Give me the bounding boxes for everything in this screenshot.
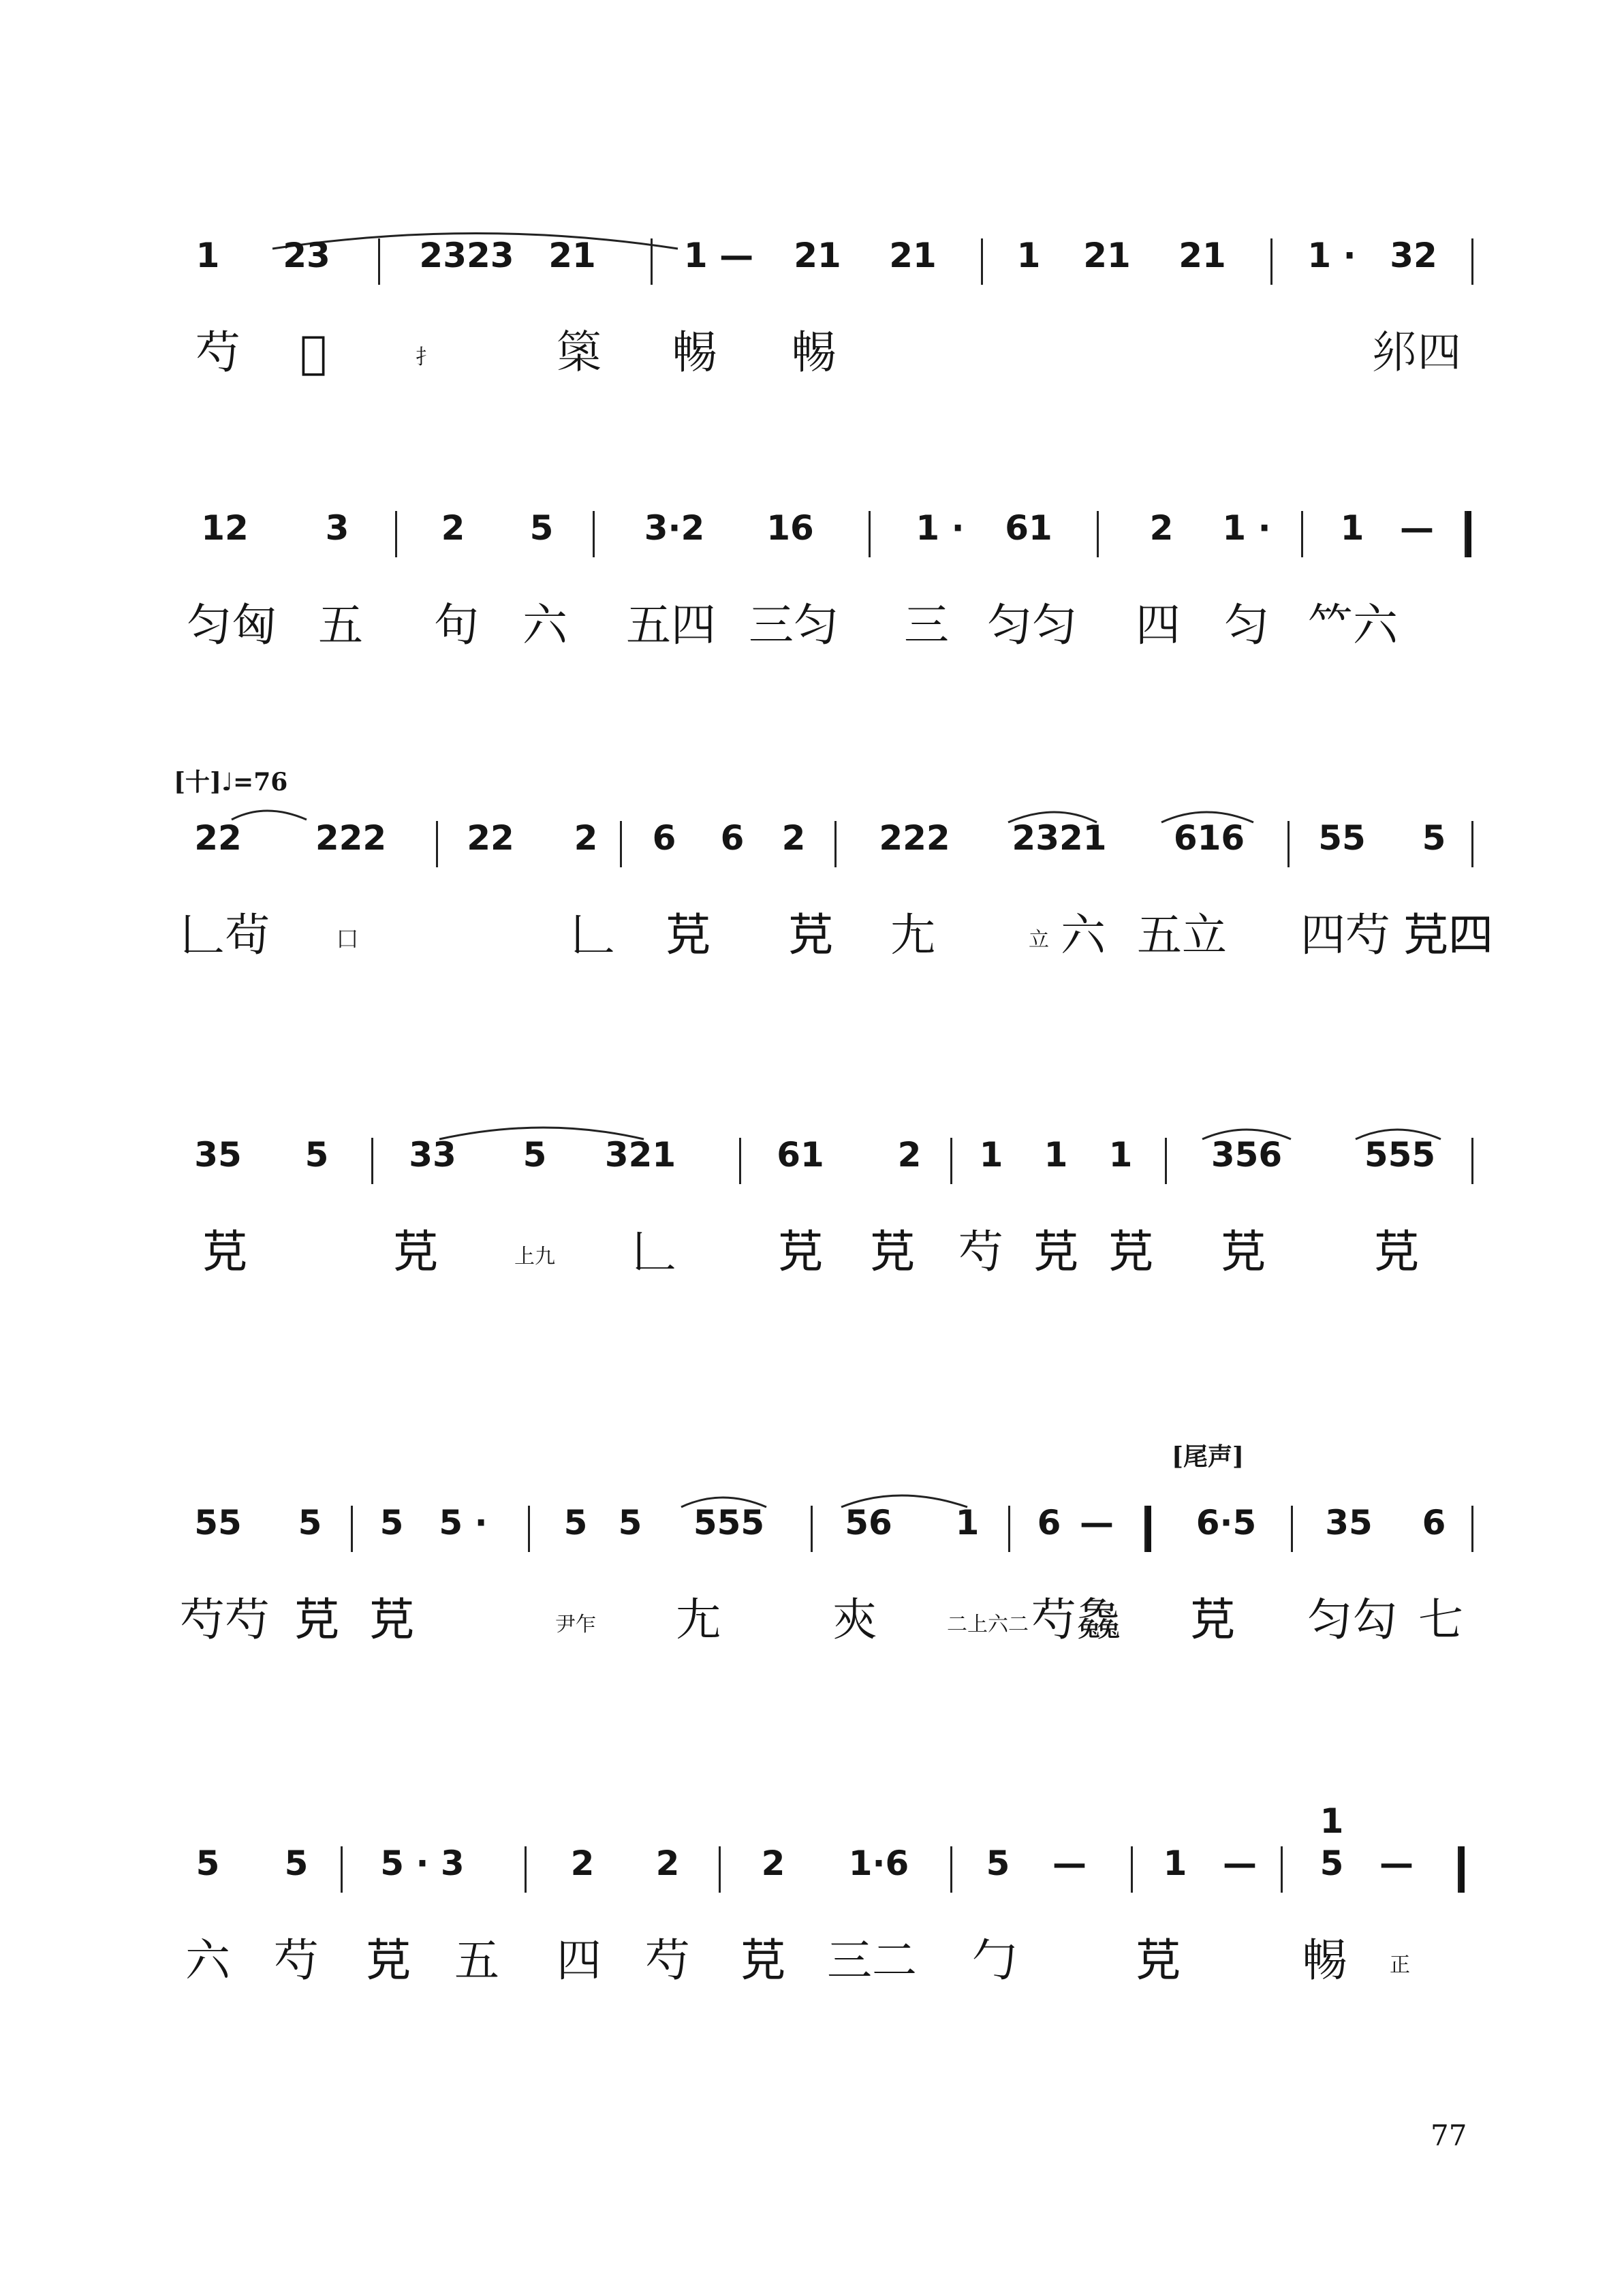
tablature-glyph: 匀勾 [1307, 1594, 1397, 1646]
note-group: 5 [196, 1844, 220, 1883]
tablature-glyph: 五 [454, 1934, 499, 1987]
note-group: 6·5 [1196, 1503, 1257, 1542]
tablature-glyph: 𥫗六 [1308, 599, 1398, 651]
tablature-glyph: 𦬺 [1108, 1226, 1153, 1278]
barline [1097, 511, 1099, 557]
tablature-glyph: 𨙵四 [1372, 326, 1462, 379]
note-group: 21 [1083, 236, 1131, 275]
tablature-glyph: 芍芍 [180, 1594, 270, 1646]
note-group: 35 [1325, 1503, 1373, 1542]
note-group: 2 [655, 1844, 680, 1883]
note-group: 1 [955, 1503, 980, 1542]
tablature-glyph: 芍𠓗 [1031, 1594, 1121, 1646]
tablature-glyph: 𥮣 [557, 326, 602, 379]
barline [351, 1506, 353, 1552]
note-group: 6 [652, 818, 676, 858]
system-1 [0, 225, 1624, 456]
barline [436, 821, 438, 867]
barline [1471, 1506, 1473, 1552]
note-group: 16 [766, 508, 814, 548]
note-group: 21 [889, 236, 937, 275]
tablature-glyph: 五 [318, 599, 363, 651]
barline [811, 1506, 813, 1552]
note-group: 356 [1211, 1135, 1283, 1175]
barline [1287, 821, 1290, 867]
barline [341, 1846, 343, 1893]
note-group: 2 [761, 1844, 785, 1883]
tablature-glyph: 正 [1390, 1953, 1410, 1977]
end-barline [1465, 511, 1471, 557]
note-group: 1·6 [848, 1844, 909, 1883]
tablature-glyph: 三匀 [749, 599, 839, 651]
note-group: 3 [325, 508, 349, 548]
section-label: [十]♩=76 [174, 768, 288, 796]
tablature-glyph: 五四 [626, 599, 716, 651]
note-group: 5 · [439, 1503, 488, 1542]
tablature-glyph: 㚒 [832, 1594, 877, 1646]
note-group: 61 [1005, 508, 1052, 548]
tablature-glyph: 𦬺 [202, 1226, 247, 1278]
tablature-glyph: 𠃊茍 [180, 909, 270, 961]
barline [981, 238, 983, 285]
note-group: — [1080, 1503, 1114, 1542]
note-group: 1 [1108, 1135, 1133, 1175]
note-group: 1 [1016, 236, 1041, 275]
barline [1471, 821, 1473, 867]
tablature-glyph: 句 [434, 599, 479, 651]
tablature-glyph: 𡯁 [676, 1594, 721, 1646]
tablature-glyph: 芍 [196, 326, 240, 379]
tablature-glyph: 匀 [1224, 599, 1269, 651]
tablature-glyph: 上九 [514, 1245, 555, 1269]
note-group: 555 [1364, 1135, 1436, 1175]
note-group: 2 [441, 508, 465, 548]
tablature-glyph: 𠃊 [631, 1226, 676, 1278]
tablature-glyph: 六 [185, 1934, 230, 1987]
note-group: 2323 [419, 236, 514, 275]
tablature-glyph: 𦬺 [369, 1594, 414, 1646]
tablature-glyph: 四 [1136, 599, 1181, 651]
note-group: 1 · [1307, 236, 1356, 275]
note-group: 5 [284, 1844, 309, 1883]
tablature-glyph: 勹 [972, 1934, 1017, 1987]
tablature-glyph: 𦬺 [740, 1934, 785, 1987]
note-group: 5 [304, 1135, 329, 1175]
note-group: 1 · [1222, 508, 1271, 548]
note-group: 321 [604, 1135, 676, 1175]
note-group: 1 [1340, 508, 1364, 548]
system-2 [0, 497, 1624, 729]
barline [1291, 1506, 1293, 1552]
tablature-glyph: 𦬺 [1136, 1934, 1181, 1987]
barline [528, 1506, 530, 1552]
note-group: 5 [1422, 818, 1446, 858]
barline [719, 1846, 721, 1893]
barline [869, 511, 871, 557]
note-group: — [1379, 1844, 1414, 1883]
note-group: 3·2 [644, 508, 705, 548]
tablature-glyph: 七 [1418, 1594, 1463, 1646]
tablature-glyph: 六 [1061, 909, 1106, 961]
tablature-glyph: 三 [904, 599, 949, 651]
note-group: 5 [298, 1503, 322, 1542]
tablature-glyph: 立 [1029, 928, 1049, 952]
barline [593, 511, 595, 557]
tablature-glyph: 𦬺 [1374, 1226, 1419, 1278]
note-group: 21 [548, 236, 596, 275]
barline [950, 1846, 952, 1893]
note-group: 12 [201, 508, 249, 548]
note-group: 22 [467, 818, 514, 858]
note-group: 21 [1178, 236, 1226, 275]
note-group: 6 [720, 818, 745, 858]
barline [620, 821, 622, 867]
note-group: 55 [194, 1503, 242, 1542]
note-group: — [1223, 1844, 1257, 1883]
note-group: — [1400, 508, 1434, 548]
tablature-glyph: 𫎌 [300, 326, 327, 379]
tablature-glyph: 五立 [1137, 909, 1227, 961]
tablature-glyph: 芍 [958, 1226, 1003, 1278]
tablature-glyph: 匀匀 [987, 599, 1077, 651]
tablature-glyph: 囗 [337, 928, 358, 952]
note-group: 2 [897, 1135, 922, 1175]
barline [395, 511, 397, 557]
note-group: 1 [1320, 1801, 1344, 1841]
note-group: 1 [979, 1135, 1003, 1175]
barline [1008, 1506, 1010, 1552]
barline [739, 1138, 741, 1184]
tablature-glyph: 𦬺四 [1403, 909, 1493, 961]
note-group: 5 [618, 1503, 642, 1542]
note-group: 616 [1173, 818, 1245, 858]
note-group: 222 [879, 818, 950, 858]
tablature-glyph: 𡯁 [890, 909, 935, 961]
tablature-glyph: 𦬺 [294, 1594, 339, 1646]
section-label: [尾声] [1172, 1442, 1245, 1471]
note-group: 56 [845, 1503, 892, 1542]
barline [1301, 511, 1303, 557]
note-group: 5 [1320, 1844, 1344, 1883]
note-group: 1 [1044, 1135, 1068, 1175]
note-group: 6 [1422, 1503, 1446, 1542]
note-group: 5 · 3 [380, 1844, 465, 1883]
note-group: 5 [986, 1844, 1010, 1883]
tablature-glyph: 芍 [274, 1934, 319, 1987]
barline [1270, 238, 1272, 285]
end-barline [1458, 1846, 1465, 1893]
barline [1281, 1846, 1283, 1893]
note-group: 2 [781, 818, 806, 858]
tablature-glyph: 𦬺 [666, 909, 710, 961]
note-group: — [1052, 1844, 1087, 1883]
note-group: 1 [1163, 1844, 1187, 1883]
tablature-glyph: 𦬺 [1033, 1226, 1078, 1278]
note-group: 33 [409, 1135, 456, 1175]
note-group: 6 [1037, 1503, 1061, 1542]
note-group: 1 [196, 236, 220, 275]
barline [378, 238, 380, 285]
note-group: 555 [693, 1503, 765, 1542]
barline [371, 1138, 373, 1184]
tablature-glyph: 二上六二 [947, 1613, 1029, 1636]
note-group: 5 [379, 1503, 404, 1542]
tablature-glyph: 匀匈 [187, 599, 277, 651]
tablature-glyph: 𦬺 [1221, 1226, 1266, 1278]
barline [651, 238, 653, 285]
note-group: 22 [194, 818, 242, 858]
note-group: 61 [777, 1135, 824, 1175]
note-group: 2 [570, 1844, 595, 1883]
barline [950, 1138, 952, 1184]
tablature-glyph: 尹乍 [555, 1613, 596, 1636]
note-group: 2321 [1012, 818, 1107, 858]
note-group: 32 [1390, 236, 1437, 275]
note-group: 23 [283, 236, 330, 275]
barline [525, 1846, 527, 1893]
system-3 [0, 807, 1624, 1039]
tablature-glyph: 扌 [416, 345, 436, 369]
tablature-glyph: 六 [522, 599, 567, 651]
tablature-glyph: 𠃊 [570, 909, 615, 961]
note-group: 2 [1149, 508, 1174, 548]
tablature-glyph: 𣈱 [672, 326, 717, 379]
barline [834, 821, 837, 867]
tablature-glyph: 𣈱 [792, 326, 837, 379]
barline [1165, 1138, 1167, 1184]
tablature-glyph: 𦬺 [778, 1226, 823, 1278]
tablature-glyph: 𦬺 [393, 1226, 438, 1278]
barline [1471, 1138, 1473, 1184]
tablature-glyph: 𣈱 [1302, 1934, 1347, 1987]
tablature-glyph: 𦬺 [366, 1934, 411, 1987]
barline [1131, 1846, 1133, 1893]
tablature-glyph: 𦬺 [1190, 1594, 1235, 1646]
note-group: 5 [522, 1135, 547, 1175]
tablature-glyph: 𦬺 [788, 909, 833, 961]
note-group: 2 [574, 818, 598, 858]
page-number: 77 [1431, 2119, 1467, 2152]
note-group: 21 [794, 236, 841, 275]
note-group: 222 [315, 818, 387, 858]
tablature-glyph: 𦬺 [870, 1226, 915, 1278]
tablature-glyph: 四芍 [1300, 909, 1390, 961]
system-5 [0, 1492, 1624, 1724]
tablature-glyph: 三二 [827, 1934, 917, 1987]
note-group: 55 [1318, 818, 1366, 858]
barline [1471, 238, 1473, 285]
tablature-glyph: 芍 [645, 1934, 690, 1987]
note-group: 1 — [683, 236, 754, 275]
note-group: 5 [529, 508, 554, 548]
note-group: 35 [194, 1135, 242, 1175]
tablature-glyph: 四 [557, 1934, 602, 1987]
note-group: 5 [563, 1503, 588, 1542]
double-barline [1144, 1506, 1151, 1552]
system-4 [0, 1124, 1624, 1356]
note-group: 1 · [916, 508, 965, 548]
system-6 [0, 1801, 1624, 2064]
